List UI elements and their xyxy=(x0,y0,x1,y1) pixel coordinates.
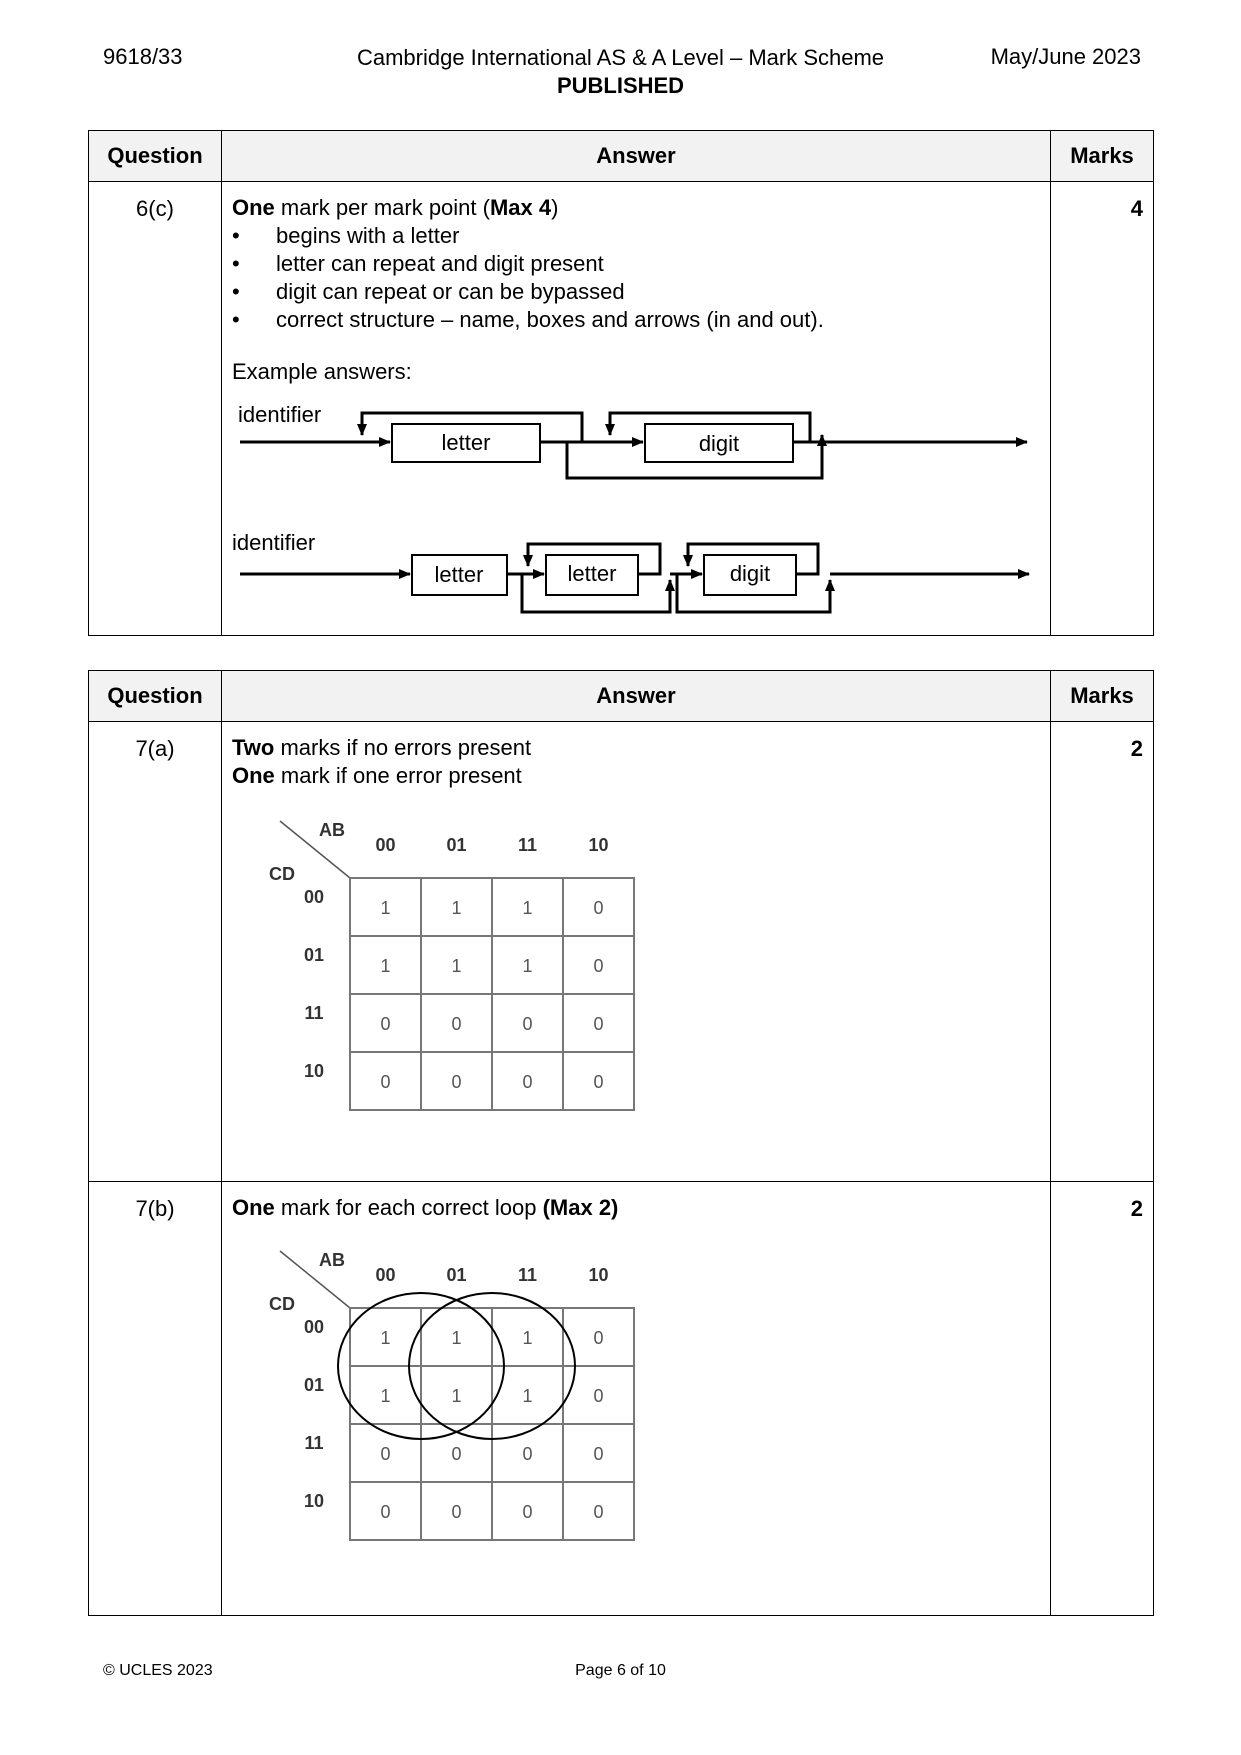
kmap-col-label: 10 xyxy=(588,835,609,855)
diagram2-box-letter-repeat-label: letter xyxy=(567,561,617,586)
question-column-header: Question xyxy=(89,131,222,182)
kmap-cell-value: 0 xyxy=(522,1014,533,1034)
kmap-cell-value: 0 xyxy=(522,1502,533,1522)
kmap-cell-value: 0 xyxy=(593,1072,604,1092)
syntax-diagrams xyxy=(232,390,1042,630)
table-header-row xyxy=(89,671,1154,722)
kmap-cell-value: 0 xyxy=(593,1328,604,1348)
exam-session: May/June 2023 xyxy=(990,44,1141,69)
marks-column-header: Marks xyxy=(1051,671,1154,722)
mark-instruction: One mark per mark point (Max 4) xyxy=(232,195,559,220)
kmap-col-variable: AB xyxy=(319,1250,345,1270)
kmap-cell-value: 0 xyxy=(380,1014,391,1034)
kmap-cell-value: 1 xyxy=(451,1328,462,1348)
kmap-col-label: 01 xyxy=(446,835,467,855)
mark-instruction: One mark for each correct loop (Max 2) xyxy=(232,1195,619,1220)
kmap-cell-value: 0 xyxy=(593,1444,604,1464)
question-number: 6(c) xyxy=(89,182,222,636)
kmap-cell-value: 1 xyxy=(380,1386,391,1406)
kmap-cell-value: 0 xyxy=(593,1014,604,1034)
answer-cell xyxy=(222,722,1051,1182)
table-row xyxy=(89,182,1154,636)
kmap-col-label: 10 xyxy=(588,1265,609,1285)
table-row xyxy=(89,1182,1154,1616)
kmap-cell-value: 1 xyxy=(380,956,391,976)
list-item: • correct structure – name, boxes and arrows (in and out). xyxy=(232,306,1040,334)
mark-table-q6 xyxy=(88,130,1154,636)
paper-code: 9618/33 xyxy=(103,44,183,69)
diagram2-box-letter-first-label: letter xyxy=(434,562,484,587)
diagram1-name: identifier xyxy=(238,402,322,427)
kmap-cell-value: 1 xyxy=(522,1386,533,1406)
list-item: • begins with a letter xyxy=(232,222,1040,250)
kmap-cell-value: 1 xyxy=(522,1328,533,1348)
published-label: PUBLISHED xyxy=(556,73,685,98)
kmap-cell-value: 1 xyxy=(451,956,462,976)
kmap-row-variable: CD xyxy=(269,864,295,884)
kmap-cell-value: 0 xyxy=(593,1386,604,1406)
kmap-cell-value: 0 xyxy=(380,1502,391,1522)
diagram2-box-digit-label: digit xyxy=(729,561,771,586)
kmap-row-label: 01 xyxy=(303,945,325,965)
diagram1-box-digit-label: digit xyxy=(698,431,740,456)
kmap-cell-value: 0 xyxy=(380,1444,391,1464)
kmap-cell-value: 1 xyxy=(451,898,462,918)
kmap-cell-value: 1 xyxy=(451,1386,462,1406)
kmap-col-label: 01 xyxy=(446,1265,467,1285)
kmap-cell-value: 1 xyxy=(522,898,533,918)
kmap-cell-value: 1 xyxy=(380,1328,391,1348)
kmap-row-label: 10 xyxy=(303,1061,325,1081)
kmap-col-label: 11 xyxy=(517,1265,538,1285)
mark-table-q7 xyxy=(88,670,1154,1616)
kmap-cell-value: 0 xyxy=(522,1444,533,1464)
mark-instruction: Two marks if no errors present xyxy=(232,735,532,760)
kmap-cell-value: 0 xyxy=(451,1502,462,1522)
kmap-cell-value: 0 xyxy=(451,1014,462,1034)
answer-cell xyxy=(222,1182,1051,1616)
kmap-row-label: 01 xyxy=(303,1375,325,1395)
kmap-cell-value: 1 xyxy=(522,956,533,976)
kmap-cell-value: 0 xyxy=(451,1444,462,1464)
diagram2-name: identifier xyxy=(232,530,316,555)
kmap-cell-value: 0 xyxy=(593,956,604,976)
kmap-col-label: 00 xyxy=(375,835,396,855)
marks-value: 2 xyxy=(1051,722,1154,1182)
page-number: Page 6 of 10 xyxy=(575,1662,666,1679)
diagram1-box-letter-label: letter xyxy=(441,430,491,455)
kmap-row-label: 11 xyxy=(304,1003,324,1023)
kmap-col-variable: AB xyxy=(319,820,345,840)
mark-instruction: One mark if one error present xyxy=(232,763,522,788)
mark-points-list xyxy=(232,222,1040,334)
kmap-row-label: 11 xyxy=(304,1433,324,1453)
example-label: Example answers: xyxy=(232,359,412,384)
question-number: 7(b) xyxy=(89,1182,222,1616)
kmap-cell-value: 0 xyxy=(593,1502,604,1522)
table-row xyxy=(89,722,1154,1182)
answer-cell xyxy=(222,182,1051,636)
kmap-col-label: 00 xyxy=(375,1265,396,1285)
table-header-row xyxy=(89,131,1154,182)
kmap-cell-value: 0 xyxy=(451,1072,462,1092)
answer-column-header: Answer xyxy=(222,671,1051,722)
answer-column-header: Answer xyxy=(222,131,1051,182)
question-column-header: Question xyxy=(89,671,222,722)
kmap-cell-value: 0 xyxy=(522,1072,533,1092)
kmap-row-variable: CD xyxy=(269,1294,295,1314)
karnaugh-map xyxy=(232,808,672,1158)
karnaugh-map-with-loops xyxy=(232,1238,672,1588)
kmap-row-label: 00 xyxy=(303,1317,325,1337)
kmap-cell-value: 0 xyxy=(593,898,604,918)
marks-value: 4 xyxy=(1051,182,1154,636)
kmap-row-label: 00 xyxy=(303,887,325,907)
kmap-cell-value: 1 xyxy=(380,898,391,918)
marks-value: 2 xyxy=(1051,1182,1154,1616)
document-title: Cambridge International AS & A Level – Mark Scheme xyxy=(356,45,885,70)
kmap-col-label: 11 xyxy=(517,835,538,855)
kmap-cell-value: 0 xyxy=(380,1072,391,1092)
question-number: 7(a) xyxy=(89,722,222,1182)
marks-column-header: Marks xyxy=(1051,131,1154,182)
copyright-notice: © UCLES 2023 xyxy=(103,1662,213,1679)
list-item: • digit can repeat or can be bypassed xyxy=(232,278,1040,306)
kmap-row-label: 10 xyxy=(303,1491,325,1511)
list-item: • letter can repeat and digit present xyxy=(232,250,1040,278)
